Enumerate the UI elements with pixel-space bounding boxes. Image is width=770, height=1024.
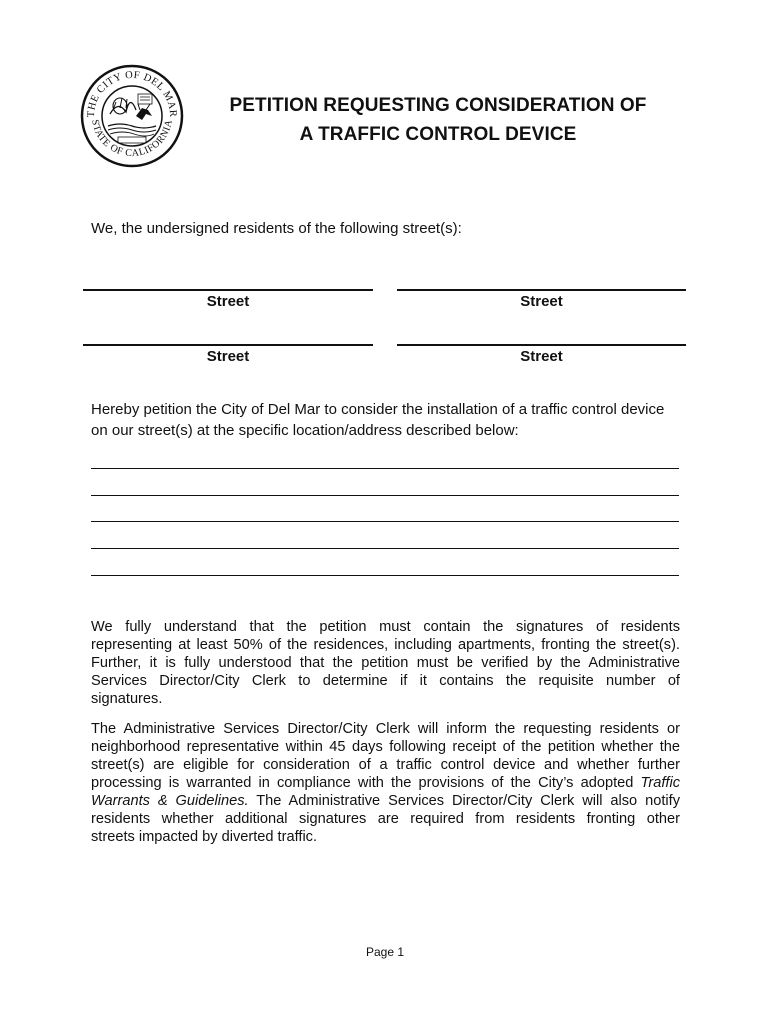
street-input-line-3[interactable]: [83, 344, 373, 346]
notice-line: neighborhood representative within 45 days following receipt of the petition whether the: [91, 739, 680, 755]
notice-line: The Administrative Services Director/City Clerk will inform the requesting residents or: [91, 721, 680, 737]
location-input-line-2[interactable]: [91, 495, 679, 496]
street-input-line-1[interactable]: [83, 289, 373, 291]
svg-text:THE CITY OF DEL MAR: THE CITY OF DEL MAR: [85, 69, 179, 118]
notice-paragraph: [91, 720, 680, 846]
notice-line: [91, 792, 680, 810]
location-input-line-5[interactable]: [91, 575, 679, 576]
location-input-line-4[interactable]: [91, 548, 679, 549]
street-input-line-4[interactable]: [397, 344, 686, 346]
seal-scene-icon: [108, 94, 156, 136]
street-label-4: Street: [520, 348, 563, 365]
location-input-line-3[interactable]: [91, 521, 679, 522]
notice-line-5-text: The Administrative Services Director/City Clerk will also notify: [248, 793, 680, 809]
svg-text:STATE OF CALIFORNIA: STATE OF CALIFORNIA: [89, 118, 175, 160]
location-input-line-1[interactable]: [91, 468, 679, 469]
street-label-1: Street: [206, 293, 250, 310]
understanding-line: Further, it is fully understood that the petition must be verified by the Administrative: [91, 655, 680, 671]
petition-line-2: on our street(s) at the specific location/address described below:: [91, 422, 519, 439]
petition-paragraph: [91, 399, 691, 441]
notice-line-4-text: processing is warranted in compliance with the provisions of the City’s adopted: [91, 775, 641, 791]
page-number: Page 1: [365, 945, 405, 959]
understanding-paragraph: [91, 618, 680, 708]
guidelines-title-part-1: Traffic: [640, 775, 680, 791]
street-input-line-2[interactable]: [397, 289, 686, 291]
notice-line: streets impacted by diverted traffic.: [91, 829, 318, 845]
title-line-2: A TRAFFIC CONTROL DEVICE: [299, 124, 577, 145]
street-label-2: Street: [520, 293, 563, 310]
notice-line: residents whether additional signatures are required from residents fronting other: [91, 811, 680, 827]
notice-line: street(s) are eligible for consideration of a traffic control device and whether further: [91, 757, 680, 773]
guidelines-title-part-2: Warrants & Guidelines.: [91, 793, 249, 809]
notice-line: [91, 774, 680, 792]
intro-text: We, the undersigned residents of the following street(s):: [91, 220, 462, 237]
city-seal-logo: [80, 64, 184, 168]
understanding-line: We fully understand that the petition must contain the signatures of residents: [91, 619, 680, 635]
understanding-line: signatures.: [91, 691, 163, 707]
document-title: [198, 91, 678, 149]
understanding-line: representing at least 50% of the residences, including apartments, fronting the street(s).: [91, 637, 680, 653]
petition-line-1: Hereby petition the City of Del Mar to consider the installation of a traffic control device: [91, 401, 665, 418]
title-line-1: PETITION REQUESTING CONSIDERATION OF: [229, 95, 647, 116]
street-label-3: Street: [206, 348, 250, 365]
understanding-line: Services Director/City Clerk to determine if it contains the requisite number of: [91, 673, 680, 689]
